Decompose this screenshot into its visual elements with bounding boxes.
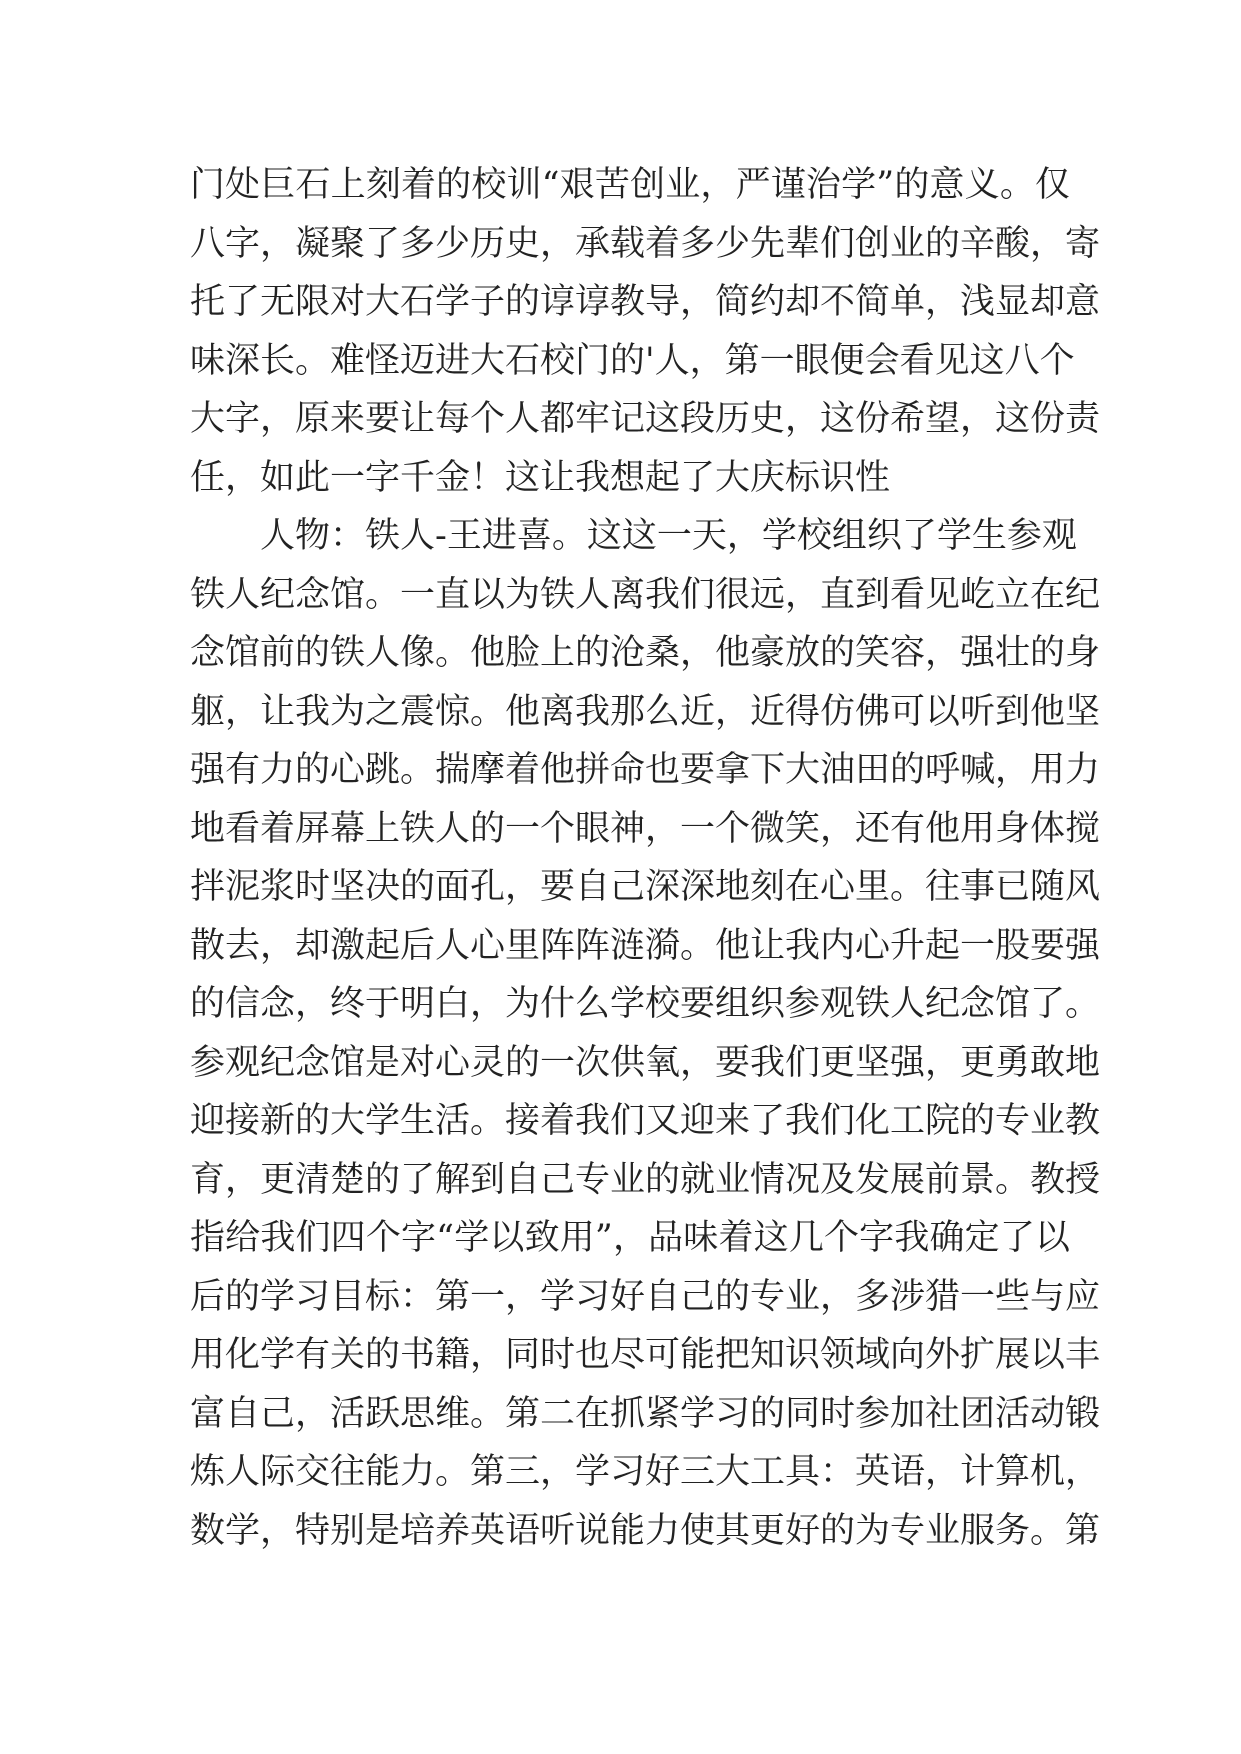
text-line: 地看着屏幕上铁人的一个眼神，一个微笑，还有他用身体搅 (190, 808, 1101, 849)
text-line: 用化学有关的书籍，同时也尽可能把知识领域向外扩展以丰 (190, 1335, 1101, 1375)
text-line: 念馆前的铁人像。他脸上的沧桑，他豪放的笑容，强壮的身 (190, 633, 1101, 673)
text-line: 躯，让我为之震惊。他离我那么近，近得仿佛可以听到他坚 (190, 691, 1101, 732)
text-line: 参观纪念馆是对心灵的一次供氧，要我们更坚强，更勇敢地 (190, 1042, 1101, 1083)
text-line: 指给我们四个字“学以致用”，品味着这几个字我确定了以 (190, 1218, 1070, 1258)
text-line: 托了无限对大石学子的谆谆教导，简约却不简单，浅显却意 (190, 282, 1101, 322)
text-line: 门处巨石上刻着的校训“艰苦创业，严谨治学”的意义。仅 (190, 165, 1070, 205)
text-line: 任，如此一字千金！这让我想起了大庆标识性 (190, 457, 891, 498)
text-line: 拌泥浆时坚决的面孔，要自己深深地刻在心里。往事已随风 (190, 867, 1101, 907)
text-line: 铁人纪念馆。一直以为铁人离我们很远，直到看见屹立在纪 (190, 574, 1101, 615)
text-line: 的信念，终于明白，为什么学校要组织参观铁人纪念馆了。 (190, 984, 1101, 1024)
text-line: 味深长。难怪迈进大石校门的'人，第一眼便会看见这八个 (190, 340, 1075, 381)
text-line: 八字，凝聚了多少历史，承载着多少先辈们创业的辛酸，寄 (190, 223, 1101, 264)
text-line: 大字，原来要让每个人都牢记这段历史，这份希望，这份责 (190, 399, 1101, 439)
paragraph-first-line: 人物：铁人-王进喜。这这一天，学校组织了学生参观 (260, 516, 1077, 556)
text-line: 迎接新的大学生活。接着我们又迎来了我们化工院的专业教 (190, 1101, 1101, 1141)
text-line: 强有力的心跳。揣摩着他拼命也要拿下大油田的呼喊，用力 (190, 750, 1101, 790)
text-line: 育，更清楚的了解到自己专业的就业情况及发展前景。教授 (190, 1159, 1101, 1200)
text-line: 富自己，活跃思维。第二在抓紧学习的同时参加社团活动锻 (190, 1393, 1101, 1434)
text-line: 散去，却激起后人心里阵阵涟漪。他让我内心升起一股要强 (190, 925, 1101, 966)
text-line: 数学，特别是培养英语听说能力使其更好的为专业服务。第 (190, 1510, 1101, 1551)
text-line: 后的学习目标：第一，学习好自己的专业，多涉猎一些与应 (190, 1276, 1101, 1317)
text-line: 炼人际交往能力。第三，学习好三大工具：英语，计算机， (190, 1452, 1101, 1492)
body-text (190, 156, 1101, 1560)
